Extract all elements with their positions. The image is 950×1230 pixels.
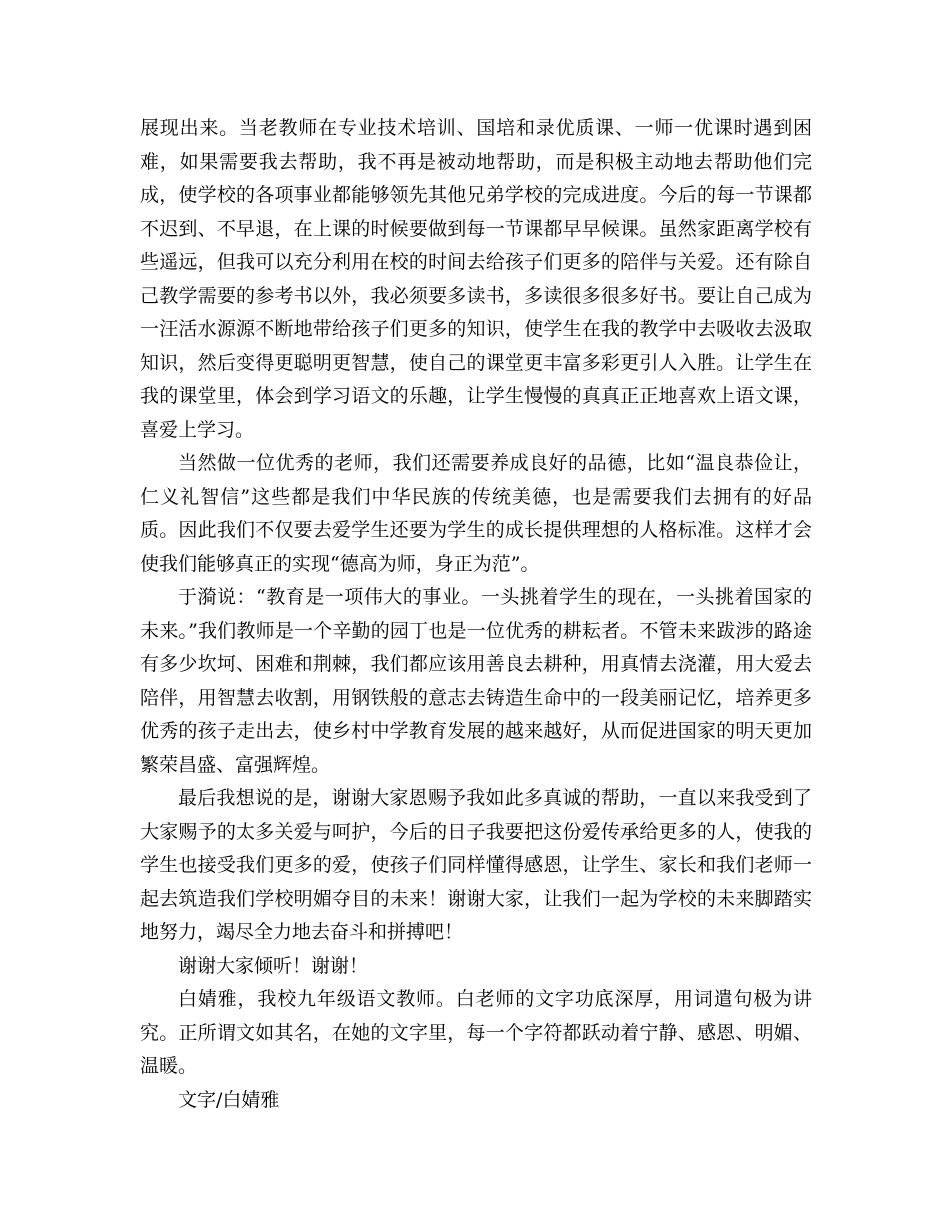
- paragraph-thanks: 谢谢大家倾听！谢谢！: [178, 954, 369, 977]
- paragraph-byline: 文字/白婧雅: [178, 1088, 280, 1111]
- paragraph-quote: 于漪说：“教育是一项伟大的事业。一头挑着学生的现在，一头挑着国家的未来。”我们教师是一个辛勤的园丁也是一位优秀的耕耘者。不管未来跋涉的路途有多少坎坷、困难和荆棘，我们都应该用善良去耕种，用真情去浇灌，用大爱去陪伴，用智慧去收割，用钢铁般的意志去铸造生命中的一段美丽记忆，培养更多优秀的孩子走出去，使乡村中学教育发展的越来越好，从而促进国家的明天更加繁荣昌盛、富强辉煌。: [140, 586, 812, 776]
- paragraph-closing: 最后我想说的是，谢谢大家恩赐予我如此多真诚的帮助，一直以来我受到了大家赐予的太多关爱与呵护，今后的日子我要把这份爱传承给更多的人，使我的学生也接受我们更多的爱，使孩子们同样懂得感恩，让学生、家长和我们老师一起去筑造我们学校明媚夺目的未来！谢谢大家，让我们一起为学校的未来脚踏实地努力，竭尽全力地去奋斗和拼搏吧！: [140, 787, 812, 943]
- paragraph-virtue: 当然做一位优秀的老师，我们还需要养成良好的品德，比如“温良恭俭让，仁义礼智信”这些都是我们中华民族的传统美德，也是需要我们去拥有的好品质。因此我们不仅要去爱学生还要为学生的成长提供理想的人格标准。这样才会使我们能够真正的实现“德高为师，身正为范”。: [140, 452, 812, 575]
- paragraph-continuation: 展现出来。当老教师在专业技术培训、国培和录优质课、一师一优课时遇到困难，如果需要我去帮助，我不再是被动地帮助，而是积极主动地去帮助他们完成，使学校的各项事业都能够领先其他兄弟学校的完成进度。今后的每一节课都不迟到、不早退，在上课的时候要做到每一节课都早早候课。虽然家距离学校有些遥远，但我可以充分利用在校的时间去给孩子们更多的陪伴与关爱。还有除自己教学需要的参考书以外，我必须要多读书，多读很多很多好书。要让自己成为一汪活水源源不断地带给孩子们更多的知识，使学生在我的教学中去吸收去汲取知识，然后变得更聪明更智慧，使自己的课堂更丰富多彩更引人入胜。让学生在我的课堂里，体会到学习语文的乐趣，让学生慢慢的真真正正地喜欢上语文课，喜爱上学习。: [140, 117, 812, 441]
- paragraph-author-bio: 白婧雅，我校九年级语文教师。白老师的文字功底深厚，用词遣句极为讲究。正所谓文如其名，在她的文字里，每一个字符都跃动着宁静、感恩、明媚、温暖。: [140, 988, 812, 1077]
- document-body: [140, 112, 812, 1117]
